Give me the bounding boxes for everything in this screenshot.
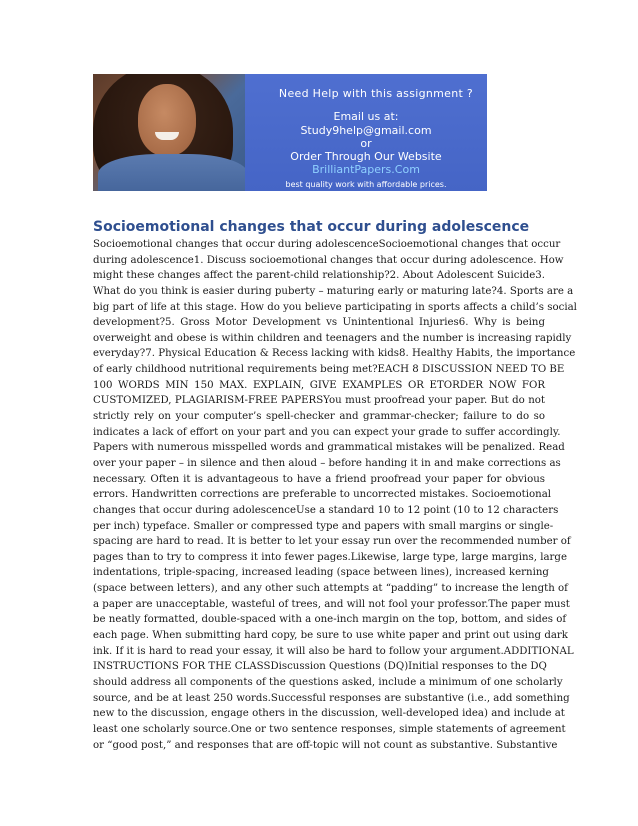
body-line: pages than to try to compress it into fewer pages.Likewise, large type, large margins, large [93,551,567,563]
document-title: Socioemotional changes that occur during adolescence [93,219,530,235]
body-line: development?5. Gross Motor Development vs Unintentional Injuries6. Why is being [93,317,545,329]
banner-text-panel [245,74,487,191]
body-line: of early childhood nutritional requirements being met?EACH 8 DISCUSSION NEED TO BE [93,364,565,376]
body-line: 100 WORDS MIN 150 MAX. EXPLAIN, GIVE EXAMPLES OR ETORDER NOW FOR [93,379,545,391]
body-line: errors. Handwritten corrections are preferable to uncorrected mistakes. Socioemotional [93,489,552,501]
body-line: during adolescence1. Discuss socioemotional changes that occur during adolescence. How [93,254,564,266]
body-line: Socioemotional changes that occur during adolescenceSocioemotional changes that occur [93,239,561,250]
body-line: least one scholarly source.One or two sentence responses, simple statements of agreement [93,723,566,735]
body-line: necessary. Often it is advantageous to have a friend proofread your paper for obvious [93,473,545,485]
body-line: should address all components of the questions asked, include a minimum of one scholarly [93,676,563,688]
banner-website-link[interactable]: BrilliantPapers.Com [312,163,420,176]
banner-email-label: Email us at: [333,110,399,123]
banner-tagline: best quality work with affordable prices. [285,180,447,189]
body-line: a paper are unacceptable, wasteful of trees, and will not fool your professor.The paper must [93,598,570,610]
body-line: CUSTOMIZED, PLAGIARISM-FREE PAPERSYou must proofread your paper. But do not [93,395,545,407]
body-line: per inch) typeface. Smaller or compressed type and papers with small margins or single- [93,520,554,532]
banner-email[interactable]: Study9help@gmail.com [300,124,432,137]
body-line: over your paper – in silence and then aloud – before handing it in and make corrections as [93,457,561,469]
body-line: everyday?7. Physical Education & Recess lacking with kids8. Healthy Habits, the importance [93,348,576,360]
body-line: indentations, triple-spacing, increased leading (space between lines), increased kerning [93,567,549,579]
banner-order-text: Order Through Our Website [290,150,442,163]
body-line: changes that occur during adolescenceUse a standard 10 to 12 point (10 to 12 characters [93,504,559,516]
body-line: new to the discussion, engage others in the discussion, well-developed idea) and include at [93,708,565,720]
photo-face [138,84,196,156]
body-line: indicates a lack of effort on your part and you can expect your grade to suffer accordingly. [93,426,561,438]
body-line: big part of life at this stage. How do you believe participating in sports affects a child’s social [93,301,577,313]
body-line: spacing are hard to read. It is better to let your essay run over the recommended number of [93,536,571,548]
body-line: each page. When submitting hard copy, be sure to use white paper and print out using dark [93,630,568,642]
body-line: strictly rely on your computer’s spell-checker and grammar-checker; failure to do so [93,411,545,423]
body-line: source, and be at least 250 words.Successful responses are substantive (i.e., add something [93,692,570,704]
document-body [93,237,577,753]
ad-banner[interactable] [93,74,487,191]
body-line: (space between letters), and any other such attempts at “padding” to increase the length of [93,583,568,595]
body-line: or “good post,” and responses that are off-topic will not count as substantive. Substantive [93,739,558,751]
body-line: might these changes affect the parent-child relationship?2. About Adolescent Suicide3. [93,270,545,282]
body-line: What do you think is easier during puberty – maturing early or maturing late?4. Sports are a [93,285,574,297]
body-line: ink. If it is hard to read your essay, it will also be hard to follow your argument.ADDITIONAL [93,645,574,657]
body-line: Papers with numerous misspelled words and grammatical mistakes will be penalized. Read [93,442,565,454]
banner-or: or [360,137,372,150]
photo-jacket [98,154,245,191]
body-line: be neatly formatted, double-spaced with a one-inch margin on the top, bottom, and sides of [93,614,567,626]
banner-photo-woman [93,74,245,191]
banner-headline: Need Help with this assignment ? [278,87,474,100]
body-line: INSTRUCTIONS FOR THE CLASSDiscussion Questions (DQ)Initial responses to the DQ [93,661,547,673]
body-line: overweight and obese is within children and teenagers and the number is increasing rapidly [93,332,572,344]
